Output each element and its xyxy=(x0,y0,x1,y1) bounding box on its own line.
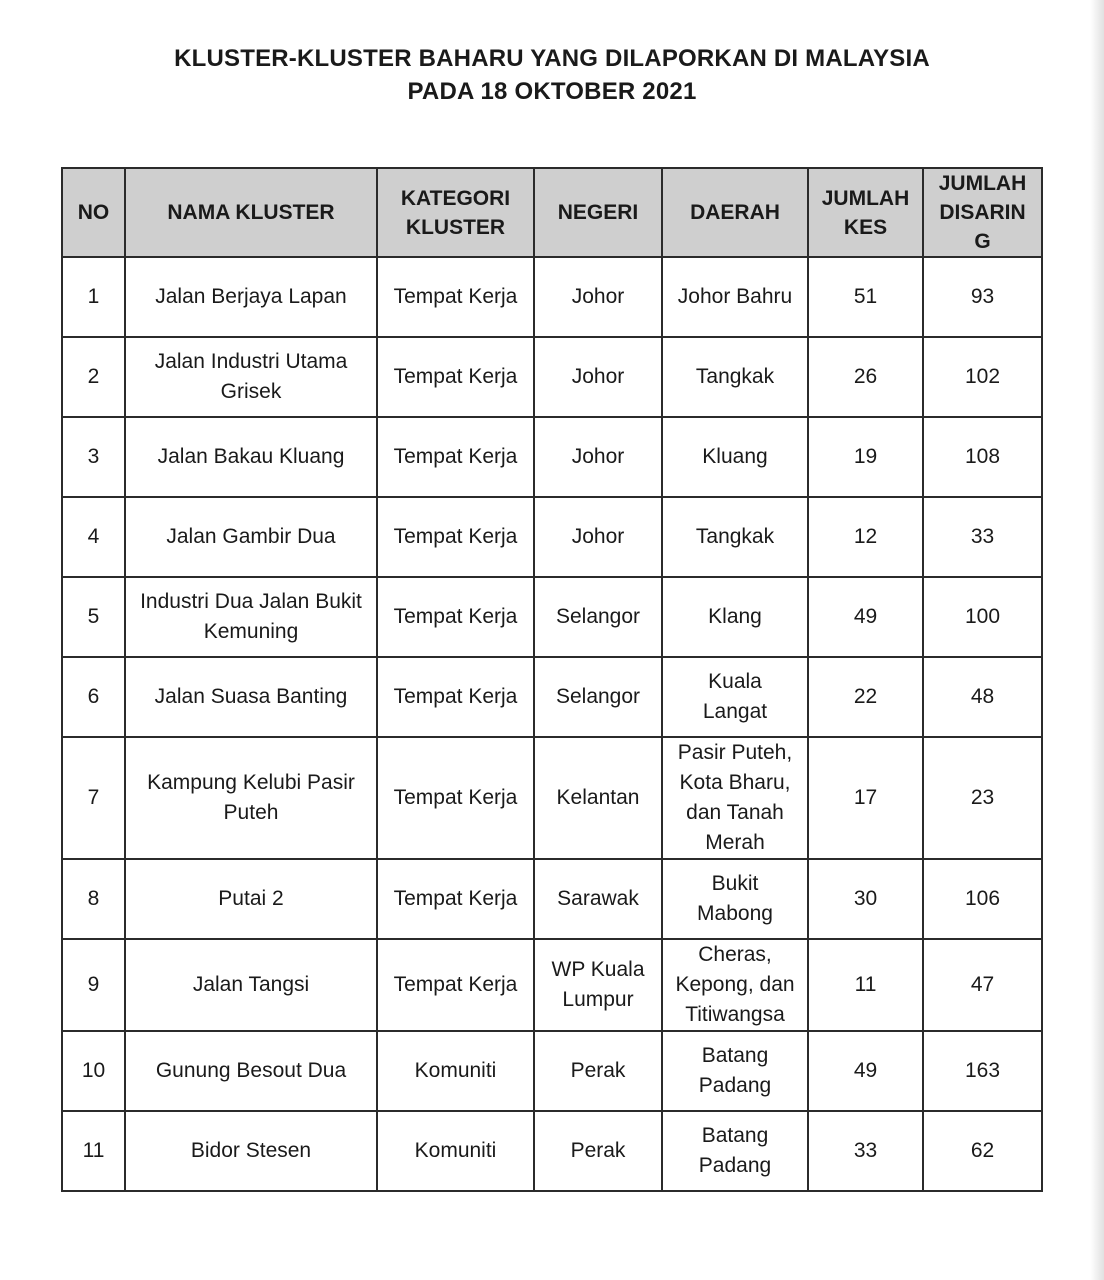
cell-jumlah-disaring: 100 xyxy=(923,577,1042,657)
table-body xyxy=(62,257,1042,1191)
cell-nama-kluster: Jalan Gambir Dua xyxy=(125,497,377,577)
table-row xyxy=(62,257,1042,337)
cell-negeri: WP Kuala Lumpur xyxy=(534,939,662,1031)
cell-jumlah-disaring: 47 xyxy=(923,939,1042,1031)
cell-negeri: Johor xyxy=(534,337,662,417)
table-row xyxy=(62,497,1042,577)
table-row xyxy=(62,1031,1042,1111)
cell-daerah: Cheras, Kepong, dan Titiwangsa xyxy=(662,939,808,1031)
cell-jumlah-kes: 17 xyxy=(808,737,923,859)
table-row xyxy=(62,737,1042,859)
cell-jumlah-disaring: 108 xyxy=(923,417,1042,497)
cell-kategori: Komuniti xyxy=(377,1031,534,1111)
table-header xyxy=(62,168,1042,257)
cell-jumlah-kes: 12 xyxy=(808,497,923,577)
page-edge-shadow xyxy=(1090,0,1104,1280)
cell-no: 4 xyxy=(62,497,125,577)
cell-jumlah-kes: 22 xyxy=(808,657,923,737)
cell-daerah: Kuala Langat xyxy=(662,657,808,737)
cell-no: 8 xyxy=(62,859,125,939)
cell-nama-kluster: Bidor Stesen xyxy=(125,1111,377,1191)
cell-jumlah-kes: 49 xyxy=(808,1031,923,1111)
cell-daerah: Tangkak xyxy=(662,497,808,577)
cell-negeri: Johor xyxy=(534,257,662,337)
header-kategori-kluster: KATEGORI KLUSTER xyxy=(377,168,534,257)
cell-no: 10 xyxy=(62,1031,125,1111)
title-line-2: PADA 18 OKTOBER 2021 xyxy=(407,78,697,105)
header-jumlah-disaring: JUMLAH DISARIN G xyxy=(923,168,1042,257)
cell-negeri: Selangor xyxy=(534,577,662,657)
header-jumlah-kes: JUMLAH KES xyxy=(808,168,923,257)
document-title xyxy=(0,42,1104,108)
cell-daerah: Batang Padang xyxy=(662,1031,808,1111)
cell-jumlah-kes: 51 xyxy=(808,257,923,337)
cell-nama-kluster: Putai 2 xyxy=(125,859,377,939)
table-row xyxy=(62,577,1042,657)
cell-nama-kluster: Jalan Industri Utama Grisek xyxy=(125,337,377,417)
cell-kategori: Tempat Kerja xyxy=(377,257,534,337)
header-no: NO xyxy=(62,168,125,257)
cell-no: 2 xyxy=(62,337,125,417)
cell-kategori: Tempat Kerja xyxy=(377,939,534,1031)
cell-negeri: Perak xyxy=(534,1031,662,1111)
cell-kategori: Tempat Kerja xyxy=(377,657,534,737)
cell-jumlah-disaring: 33 xyxy=(923,497,1042,577)
header-nama-kluster: NAMA KLUSTER xyxy=(125,168,377,257)
table-row xyxy=(62,1111,1042,1191)
cell-negeri: Selangor xyxy=(534,657,662,737)
cell-no: 7 xyxy=(62,737,125,859)
header-daerah: DAERAH xyxy=(662,168,808,257)
cell-daerah: Klang xyxy=(662,577,808,657)
table-row xyxy=(62,657,1042,737)
cell-jumlah-kes: 11 xyxy=(808,939,923,1031)
cell-daerah: Kluang xyxy=(662,417,808,497)
cell-negeri: Sarawak xyxy=(534,859,662,939)
cell-kategori: Tempat Kerja xyxy=(377,497,534,577)
header-row xyxy=(62,168,1042,257)
cell-nama-kluster: Gunung Besout Dua xyxy=(125,1031,377,1111)
cell-daerah: Batang Padang xyxy=(662,1111,808,1191)
cell-nama-kluster: Industri Dua Jalan Bukit Kemuning xyxy=(125,577,377,657)
cell-no: 11 xyxy=(62,1111,125,1191)
cell-kategori: Tempat Kerja xyxy=(377,859,534,939)
cell-nama-kluster: Jalan Bakau Kluang xyxy=(125,417,377,497)
cell-negeri: Johor xyxy=(534,497,662,577)
cell-nama-kluster: Jalan Berjaya Lapan xyxy=(125,257,377,337)
cell-jumlah-disaring: 23 xyxy=(923,737,1042,859)
cell-kategori: Tempat Kerja xyxy=(377,577,534,657)
cell-jumlah-disaring: 62 xyxy=(923,1111,1042,1191)
table-row xyxy=(62,859,1042,939)
cell-negeri: Kelantan xyxy=(534,737,662,859)
cell-no: 1 xyxy=(62,257,125,337)
cell-no: 5 xyxy=(62,577,125,657)
cell-no: 9 xyxy=(62,939,125,1031)
cell-jumlah-disaring: 102 xyxy=(923,337,1042,417)
cell-jumlah-kes: 30 xyxy=(808,859,923,939)
cell-nama-kluster: Jalan Suasa Banting xyxy=(125,657,377,737)
cell-jumlah-kes: 19 xyxy=(808,417,923,497)
cell-daerah: Johor Bahru xyxy=(662,257,808,337)
table-row xyxy=(62,939,1042,1031)
cell-jumlah-disaring: 48 xyxy=(923,657,1042,737)
cell-kategori: Tempat Kerja xyxy=(377,337,534,417)
cell-kategori: Komuniti xyxy=(377,1111,534,1191)
cell-jumlah-kes: 26 xyxy=(808,337,923,417)
cell-no: 6 xyxy=(62,657,125,737)
cell-jumlah-disaring: 93 xyxy=(923,257,1042,337)
cell-daerah: Bukit Mabong xyxy=(662,859,808,939)
cell-nama-kluster: Jalan Tangsi xyxy=(125,939,377,1031)
cell-jumlah-disaring: 106 xyxy=(923,859,1042,939)
cell-negeri: Johor xyxy=(534,417,662,497)
cell-jumlah-disaring: 163 xyxy=(923,1031,1042,1111)
cell-jumlah-kes: 33 xyxy=(808,1111,923,1191)
table-row xyxy=(62,417,1042,497)
header-negeri: NEGERI xyxy=(534,168,662,257)
cell-negeri: Perak xyxy=(534,1111,662,1191)
title-line-1: KLUSTER-KLUSTER BAHARU YANG DILAPORKAN DI MALAYSIA xyxy=(174,45,930,72)
cell-daerah: Tangkak xyxy=(662,337,808,417)
cluster-table xyxy=(61,167,1043,1192)
cell-no: 3 xyxy=(62,417,125,497)
cell-kategori: Tempat Kerja xyxy=(377,417,534,497)
cell-kategori: Tempat Kerja xyxy=(377,737,534,859)
cell-daerah: Pasir Puteh, Kota Bharu, dan Tanah Merah xyxy=(662,737,808,859)
table-row xyxy=(62,337,1042,417)
cell-jumlah-kes: 49 xyxy=(808,577,923,657)
cell-nama-kluster: Kampung Kelubi Pasir Puteh xyxy=(125,737,377,859)
